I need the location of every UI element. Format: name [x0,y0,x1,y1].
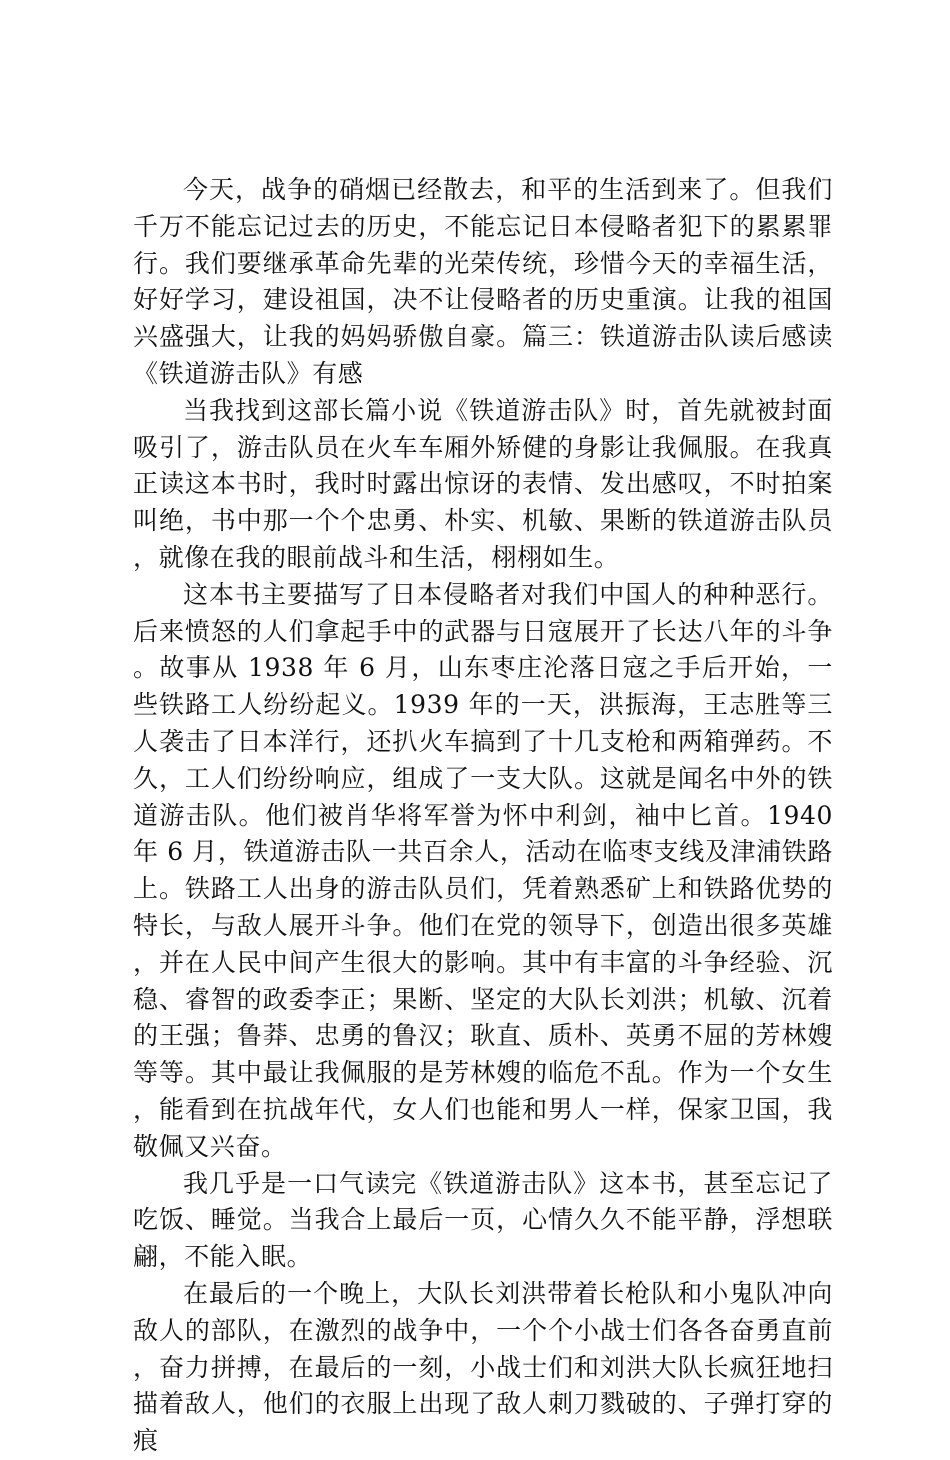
paragraph: 我几乎是一口气读完《铁道游击队》这本书，甚至忘记了吃饭、睡觉。当我合上最后一页，心情久久不能平静，浮想联翩，不能入眠。 [133,1168,833,1272]
paragraph: 这本书主要描写了日本侵略者对我们中国人的种种恶行。后来愤怒的人们拿起手中的武器与日寇展开了长达八年的斗争。故事从 1938 年 6 月，山东枣庄沦落日寇之手后开始，一些铁路工人纷纷起义。1939 年的一天，洪振海，王志胜等三人袭击了日本洋行，还扒火车搞到了十几支枪和两箱弹药。不久，工人们纷纷响应，组成了一支大队。这就是闻名中外的铁道游击队。他们被肖华将军誉为怀中利剑，袖中匕首。1940 年 6 月，铁道游击队一共百余人，活动在临枣支线及津浦铁路上。铁路工人出身的游击队员们，凭着熟悉矿上和铁路优势的特长，与敌人展开斗争。他们在党的领导下，创造出很多英雄，并在人民中间产生很大的影响。其中有丰富的斗争经验、沉稳、睿智的政委李正；果断、坚定的大队长刘洪；机敏、沉着的王强；鲁莽、忠勇的鲁汉；耿直、质朴、英勇不屈的芳林嫂等等。其中最让我佩服的是芳林嫂的临危不乱。作为一个女生，能看到在抗战年代，女人们也能和男人一样，保家卫国，我敬佩又兴奋。 [133,579,833,1161]
paragraph: 当我找到这部长篇小说《铁道游击队》时，首先就被封面吸引了，游击队员在火车车厢外矫健的身影让我佩服。在我真正读这本书时，我时时露出惊讶的表情、发出感叹，不时拍案叫绝，书中那一个个忠勇、朴实、机敏、果断的铁道游击队员，就像在我的眼前战斗和生活，栩栩如生。 [133,395,833,572]
body-text [133,172,833,1460]
paragraph: 在最后的一个晚上，大队长刘洪带着长枪队和小鬼队冲向敌人的部队，在激烈的战争中，一个个小战士们各各奋勇直前，奋力拼搏，在最后的一刻，小战士们和刘洪大队长疯狂地扫描着敌人，他们的衣服上出现了敌人刺刀戮破的、子弹打穿的痕 [133,1278,833,1456]
paragraph: 今天，战争的硝烟已经散去，和平的生活到来了。但我们千万不能忘记过去的历史，不能忘记日本侵略者犯下的累累罪行。我们要继承革命先辈的光荣传统，珍惜今天的幸福生活，好好学习，建设祖国，决不让侵略者的历史重演。让我的祖国兴盛强大，让我的妈妈骄傲自豪。篇三：铁道游击队读后感读《铁道游击队》有感 [133,175,833,388]
